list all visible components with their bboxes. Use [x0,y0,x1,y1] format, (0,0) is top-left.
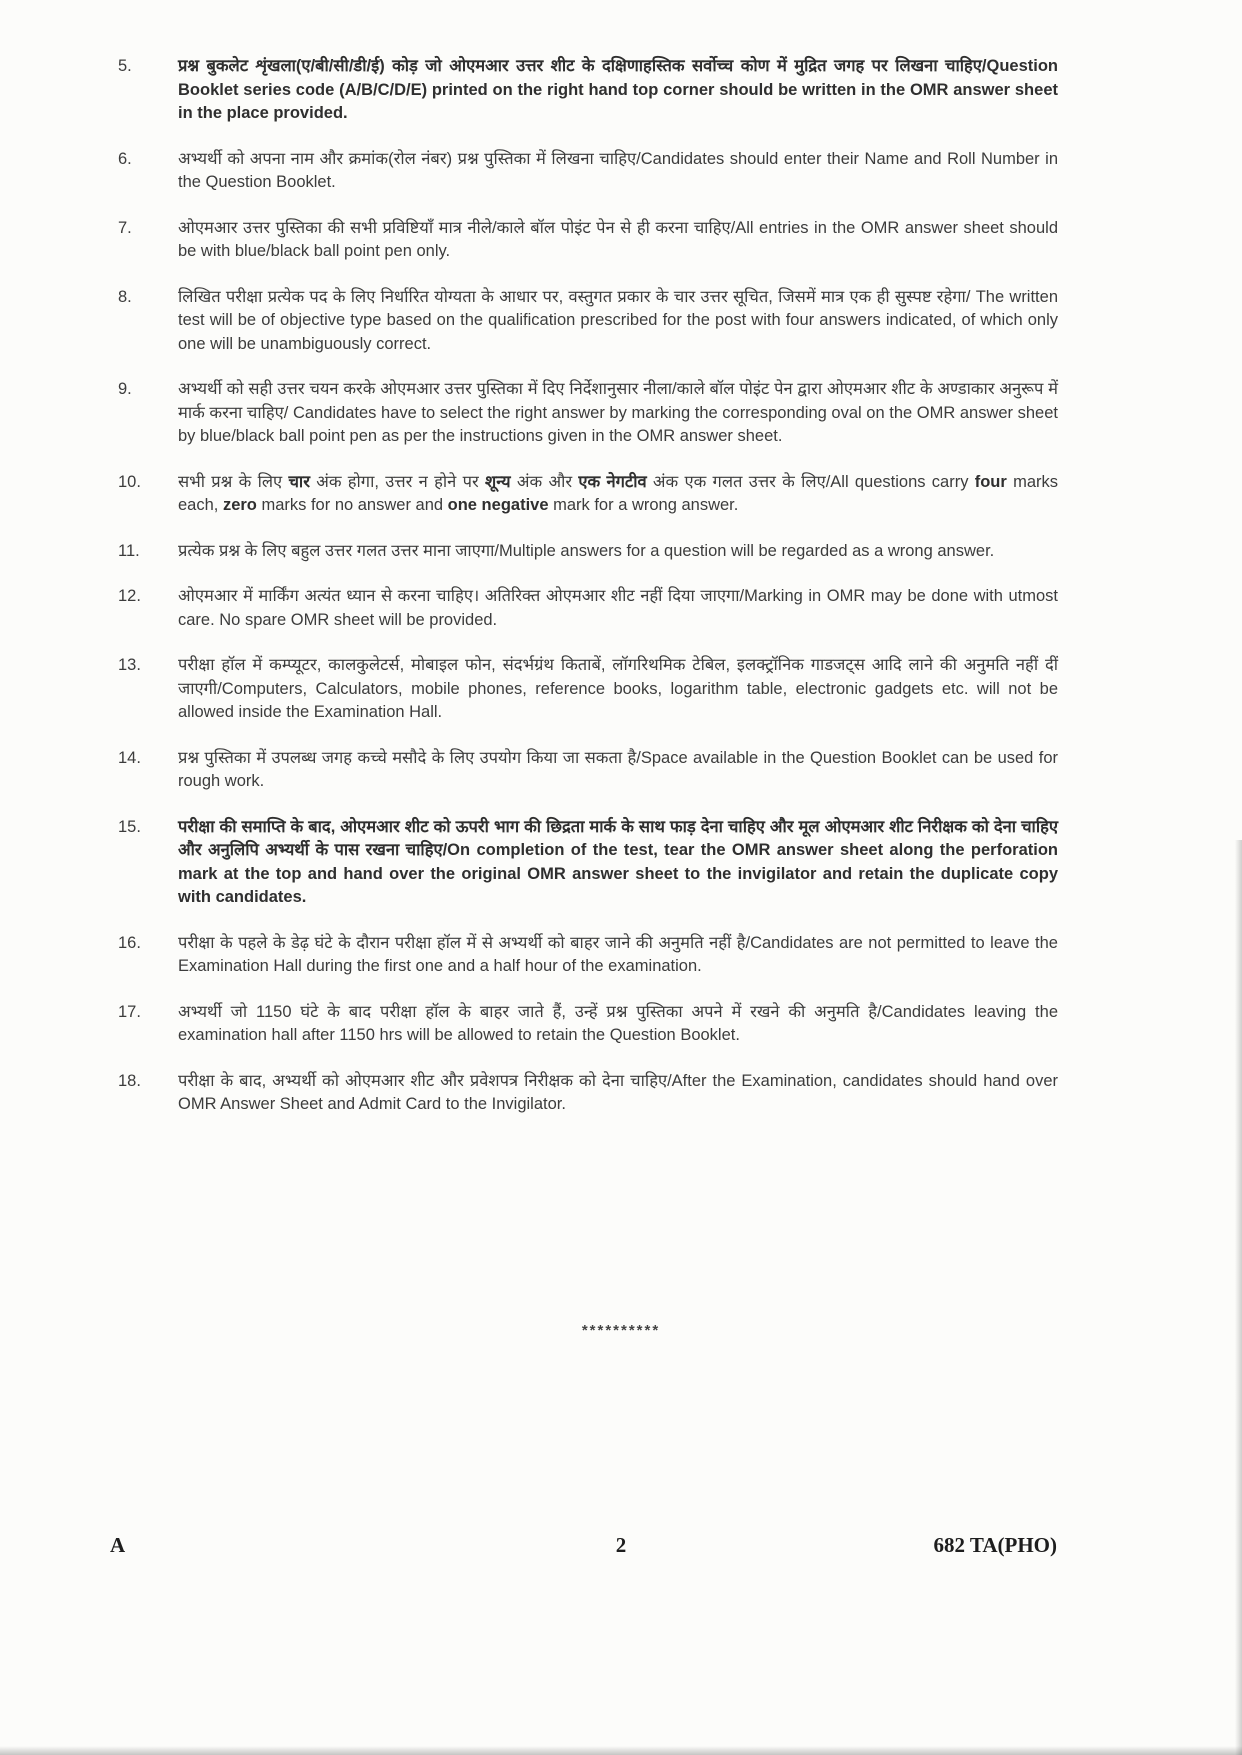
item-text-segment: mark for a wrong answer. [548,496,739,514]
item-text-segment: ओएमआर उत्तर पुस्तिका की सभी प्रविष्टियाँ मात्र नीले/काले बॉल पोइंट पेन से ही करना चाहिए/All entries in the OMR answer sheet should be with blue/black ball point pen only. [178,218,1058,260]
instruction-item [118,585,1058,632]
item-number: 8. [118,287,132,306]
item-text [178,540,1058,564]
item-text [178,816,1058,910]
instruction-item [118,932,1058,979]
instruction-list [118,55,1058,1139]
instruction-item [118,540,1058,564]
item-text-segment: प्रश्न पुस्तिका में उपलब्ध जगह कच्चे मसौदे के लिए उपयोग किया जा सकता है/Space available in the Question Booklet can be used for rough work. [178,748,1058,790]
item-text [178,1001,1058,1048]
item-text [178,1070,1058,1117]
item-number: 6. [118,149,132,168]
item-text-bold-segment: चार [288,472,310,491]
instruction-item [118,378,1058,449]
item-number: 5. [118,57,132,75]
item-text-segment: प्रत्येक प्रश्न के लिए बहुल उत्तर गलत उत्तर माना जाएगा/Multiple answers for a question will be regarded as a wrong answer. [178,541,995,560]
item-text [178,654,1058,725]
item-text-bold-segment: one negative [447,496,549,514]
item-text-segment: सभी प्रश्न के लिए [178,472,289,491]
item-text [178,932,1058,979]
item-text-segment: अंक होगा, उत्तर न होने पर [309,472,485,491]
item-text-segment: ओएमआर में मार्किंग अत्यंत ध्यान से करना चाहिए। अतिरिक्त ओएमआर शीट नहीं दिया जाएगा/Marking in OMR may be done with utmost care. No spare OMR sheet will be provided. [178,587,1058,629]
footer-page-number: 2 [615,1533,627,1557]
item-number: 15. [118,817,141,836]
item-number: 16. [118,933,141,952]
item-text [178,378,1058,449]
item-text-segment: परीक्षा के बाद, अभ्यर्थी को ओएमआर शीट और प्रवेशपत्र निरीक्षक को देना चाहिए/After the Examination, candidates should hand over OMR Answer Sheet and Admit Card to the Invigilator. [178,1071,1058,1113]
item-number: 12. [118,587,141,605]
instruction-item [118,747,1058,794]
item-number: 7. [118,218,132,237]
page-footer [0,1533,1242,1563]
instruction-item [118,1070,1058,1117]
instruction-item [118,654,1058,725]
item-text-segment: लिखित परीक्षा प्रत्येक पद के लिए निर्धारित योग्यता के आधार पर, वस्तुगत प्रकार के चार उत्तर सूचित, जिसमें मात्र एक ही सुस्पष्ट रहेगा/ The written test will be of objective type based on the qualification prescribed for the post with four answers indicated, of which only one will be unambiguously correct. [178,287,1058,353]
item-number: 10. [118,472,141,491]
item-text-bold-segment: प्रश्न बुकलेट शृंखला(ए/बी/सी/डी/ई) कोड़ जो ओएमआर उत्तर शीट के दक्षिणाहस्तिक सर्वोच्च कोण में मुद्रित जगह पर लिखना चाहिए/Question Booklet series code (A/B/C/D/E) printed on the right hand top corner should be written in the OMR answer sheet in the place provided. [178,57,1058,122]
item-text-bold-segment: four [974,472,1007,491]
end-separator-stars: ********** [581,1322,661,1339]
footer-paper-code: 682 TA(PHO) [933,1533,1057,1557]
item-number: 13. [118,656,141,674]
item-text [178,471,1058,518]
instruction-item [118,55,1058,126]
item-text [178,55,1058,126]
item-text-bold-segment: zero [222,496,257,514]
item-text-bold-segment: एक नेगटीव [578,472,647,491]
item-number: 11. [118,541,140,560]
footer-booklet-series: A [110,1533,126,1557]
item-number: 17. [118,1002,141,1021]
instruction-item [118,816,1058,910]
instruction-item [118,286,1058,357]
item-text-segment: marks each, [178,472,1058,514]
item-number: 18. [118,1071,141,1090]
item-text [178,286,1058,357]
item-text-segment: marks for no answer and [256,496,448,514]
item-text-bold-segment: परीक्षा की समाप्ति के बाद, ओएमआर शीट को ऊपरी भाग की छिद्रता मार्क के साथ फाड़ देना चाहिए और मूल ओएमआर शीट निरीक्षक को देना चाहिए और अनुलिपि अभ्यर्थी के पास रखना चाहिए/On completion of the test, tear the OMR answer sheet along the perforation mark at the top and hand over the original OMR answer sheet to the invigilator and retain the duplicate copy with candidates. [178,817,1058,906]
instruction-item [118,148,1058,195]
instruction-item [118,1001,1058,1048]
item-text [178,585,1058,632]
item-number: 14. [118,748,141,767]
item-text-segment: अंक एक गलत उत्तर के लिए/All questions carry [646,472,975,491]
item-text-bold-segment: शून्य [484,472,511,491]
item-text-segment: परीक्षा के पहले के डेढ़ घंटे के दौरान परीक्षा हॉल में से अभ्यर्थी को बाहर जाने की अनुमति नहीं है/Candidates are not permitted to leave the Examination Hall during the first one and a half hour of the examination. [178,933,1058,975]
item-number: 9. [118,380,132,398]
item-text-segment: अंक और [510,472,579,491]
item-text-segment: अभ्यर्थी को अपना नाम और क्रमांक(रोल नंबर) प्रश्न पुस्तिका में लिखना चाहिए/Candidates should enter their Name and Roll Number in the Question Booklet. [178,149,1058,191]
instruction-item [118,217,1058,264]
item-text-segment: अभ्यर्थी को सही उत्तर चयन करके ओएमआर उत्तर पुस्तिका में दिए निर्देशानुसार नीला/काले बॉल पोइंट पेन द्वारा ओएमआर शीट के अण्डाकार अनुरूप में मार्क करना चाहिए/ Candidates have to select the right answer by marking the corresponding oval on the OMR answer sheet by blue/black ball point pen as per the instructions given in the OMR answer sheet. [178,380,1058,445]
item-text [178,148,1058,195]
item-text [178,747,1058,794]
item-text [178,217,1058,264]
item-text-segment: परीक्षा हॉल में कम्प्यूटर, कालकुलेटर्स, मोबाइल फोन, संदर्भग्रंथ किताबें, लॉगरिथमिक टेबिल, इलक्ट्रॉनिक गाडजट्स आदि लाने की अनुमति नहीं दीं जाएगी/Computers, Calculators, mobile phones, reference books, logarithm table, electronic gadgets etc. will not be allowed inside the Examination Hall. [178,656,1058,721]
instruction-item [118,471,1058,518]
item-text-segment: अभ्यर्थी जो 1150 घंटे के बाद परीक्षा हॉल के बाहर जाते हैं, उन्हें प्रश्न पुस्तिका अपने में रखने की अनुमति है/Candidates leaving the examination hall after 1150 hrs will be allowed to retain the Question Booklet. [178,1002,1058,1044]
